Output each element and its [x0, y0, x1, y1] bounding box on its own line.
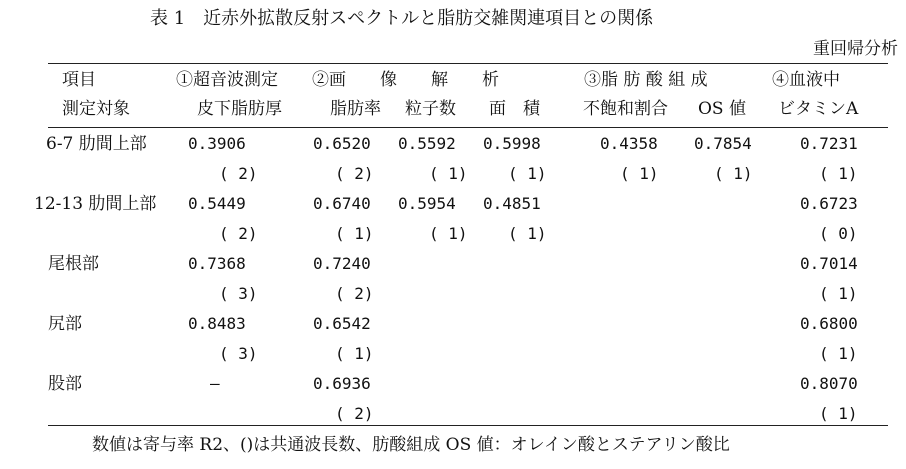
r2-value: 0.6740: [313, 194, 371, 213]
wavelength-count: ( 1): [819, 284, 858, 303]
wavelength-count: ( 1): [335, 344, 374, 363]
analysis-method-label: 重回帰分析: [813, 39, 898, 59]
row-label: 尾根部: [48, 254, 99, 274]
r2-value: 0.4358: [600, 134, 658, 153]
r2-value: 0.5998: [483, 134, 541, 153]
header-vitamin-a: ビタミンA: [778, 99, 859, 119]
r2-value: 0.8070: [800, 374, 858, 393]
header-unsaturated-ratio: 不飽和割合: [583, 99, 668, 119]
r2-value: 0.6520: [313, 134, 371, 153]
wavelength-count: ( 1): [714, 164, 753, 183]
row-label: 6-7 肋間上部: [46, 134, 147, 154]
r2-value: 0.5449: [188, 194, 246, 213]
wavelength-count: ( 2): [335, 284, 374, 303]
table-title: 表 1 近赤外拡散反射スペクトルと脂肪交雑関連項目との関係: [150, 8, 654, 29]
row-label: 12-13 肋間上部: [34, 194, 157, 214]
r2-value: 0.7854: [694, 134, 752, 153]
wavelength-count: ( 1): [620, 164, 659, 183]
wavelength-count: ( 2): [219, 164, 258, 183]
wavelength-count: ( 1): [819, 164, 858, 183]
wavelength-count: ( 1): [335, 224, 374, 243]
wavelength-count: ( 0): [819, 224, 858, 243]
wavelength-count: ( 2): [335, 164, 374, 183]
r2-value: 0.4851: [483, 194, 541, 213]
header-fatty-acid: ③脂 肪 酸 組 成: [584, 70, 708, 90]
header-image-analysis: ②画 像 解 析: [312, 70, 499, 90]
r2-value: 0.6936: [313, 374, 371, 393]
bottom-rule: [48, 425, 888, 426]
header-fat-ratio: 脂肪率: [330, 99, 381, 119]
wavelength-count: ( 3): [219, 344, 258, 363]
wavelength-count: ( 1): [429, 164, 468, 183]
r2-value: 0.8483: [188, 314, 246, 333]
wavelength-count: ( 1): [819, 344, 858, 363]
r2-value: 0.3906: [188, 134, 246, 153]
wavelength-count: ( 1): [819, 404, 858, 423]
r2-value: 0.7231: [800, 134, 858, 153]
wavelength-count: ( 1): [508, 224, 547, 243]
r2-value: 0.7014: [800, 254, 858, 273]
footnote: 数値は寄与率 R2、()は共通波長数、肪酸組成 OS 値：オレイン酸とステアリン酸比: [92, 435, 730, 455]
wavelength-count: ( 3): [219, 284, 258, 303]
header-rule: [48, 127, 888, 128]
r2-value: 0.7368: [188, 254, 246, 273]
r2-value: 0.6723: [800, 194, 858, 213]
wavelength-count: ( 1): [508, 164, 547, 183]
r2-value: —: [210, 374, 220, 393]
header-os-value: OS 値: [698, 99, 746, 119]
r2-value: 0.6542: [313, 314, 371, 333]
header-ultrasound: ①超音波測定: [176, 70, 278, 90]
r2-value: 0.6800: [800, 314, 858, 333]
header-item: 項目: [62, 70, 96, 90]
wavelength-count: ( 2): [335, 404, 374, 423]
wavelength-count: ( 2): [219, 224, 258, 243]
header-particle-count: 粒子数: [405, 99, 456, 119]
wavelength-count: ( 1): [429, 224, 468, 243]
r2-value: 0.7240: [313, 254, 371, 273]
header-blood: ④血液中: [772, 70, 840, 90]
row-label: 尻部: [48, 314, 82, 334]
row-label: 股部: [48, 374, 82, 394]
header-target: 測定対象: [62, 99, 130, 119]
header-subcutaneous-fat: 皮下脂肪厚: [197, 99, 282, 119]
header-area: 面 積: [489, 99, 540, 119]
r2-value: 0.5592: [398, 134, 456, 153]
top-rule: [48, 63, 888, 64]
r2-value: 0.5954: [398, 194, 456, 213]
